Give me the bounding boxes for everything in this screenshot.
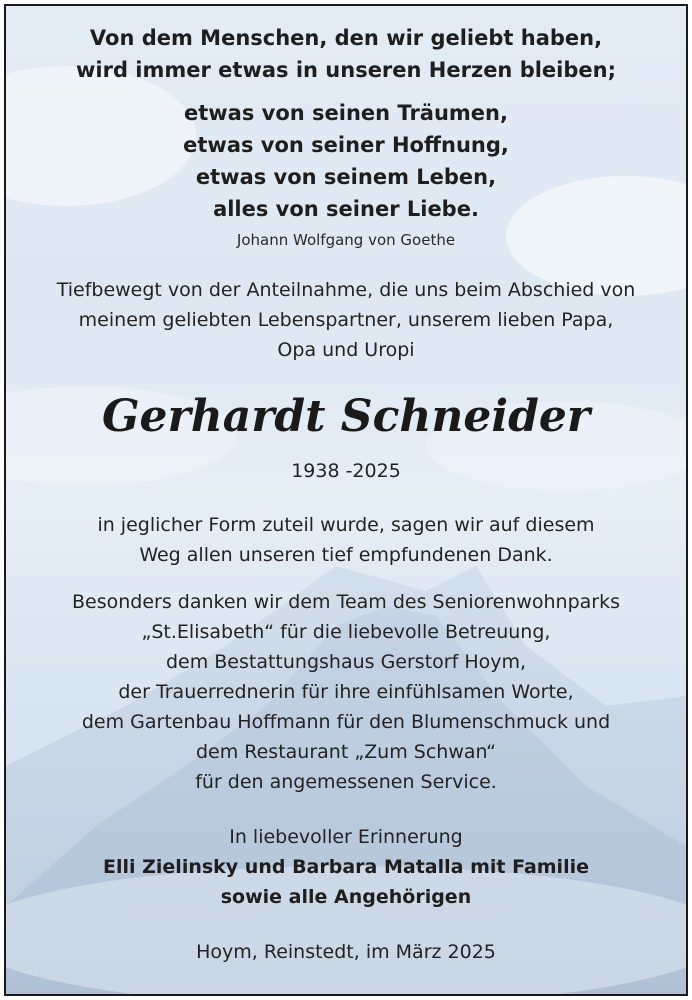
special-thanks-line-2: „St.Elisabeth“ für die liebevolle Betreuung, — [141, 621, 551, 643]
quote-line-3: etwas von seinen Träumen, — [184, 101, 508, 125]
thanks-line-1: in jeglicher Form zuteil wurde, sagen wir auf diesem — [97, 514, 595, 536]
special-thanks-line-3: dem Bestattungshaus Gerstorf Hoym, — [165, 651, 527, 673]
obituary-card — [4, 4, 688, 996]
thanks-line-2: Weg allen unseren tief empfundenen Dank. — [139, 544, 553, 566]
deceased-years: 1938 -2025 — [291, 460, 401, 482]
special-thanks-line-4: der Trauerrednerin für ihre einfühlsamen Worte, — [118, 681, 574, 703]
deceased-name: Gerhardt Schneider — [101, 391, 591, 442]
intro-line-1: Tiefbewegt von der Anteilnahme, die uns beim Abschied von — [56, 279, 636, 301]
signature-family-1: Elli Zielinsky und Barbara Matalla mit Familie — [103, 856, 589, 878]
place-date: Hoym, Reinstedt, im März 2025 — [196, 941, 496, 963]
signature-intro: In liebevoller Erinnerung — [229, 826, 463, 848]
quote-line-6: alles von seiner Liebe. — [213, 197, 479, 221]
intro-line-3: Opa und Uropi — [277, 339, 415, 361]
quote-author: Johann Wolfgang von Goethe — [236, 231, 456, 249]
special-thanks-line-5: dem Gartenbau Hoffmann für den Blumenschmuck und — [81, 711, 611, 733]
special-thanks-line-6: dem Restaurant „Zum Schwan“ — [195, 741, 497, 763]
quote-line-4: etwas von seiner Hoffnung, — [183, 133, 509, 157]
signature-family-2: sowie alle Angehörigen — [220, 886, 472, 908]
special-thanks-line-7: für den angemessenen Service. — [195, 771, 497, 793]
quote-line-1: Von dem Menschen, den wir geliebt haben, — [89, 26, 603, 50]
special-thanks-line-1: Besonders danken wir dem Team des Seniorenwohnparks — [71, 591, 621, 613]
quote-line-5: etwas von seinem Leben, — [195, 165, 497, 189]
intro-line-2: meinem geliebten Lebenspartner, unserem lieben Papa, — [78, 309, 614, 331]
quote-line-2: wird immer etwas in unseren Herzen bleiben; — [76, 58, 616, 82]
